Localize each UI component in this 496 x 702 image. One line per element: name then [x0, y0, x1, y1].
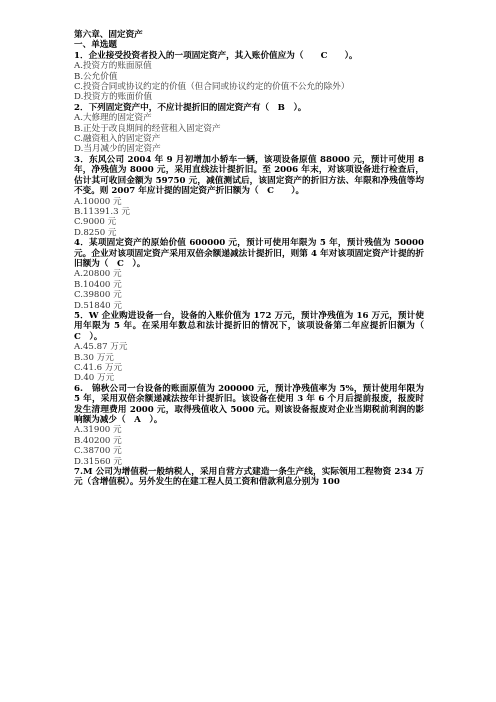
option: B.正处于改良期间的经营租入固定资产	[74, 123, 221, 134]
option: A.大修理的固定资产	[74, 113, 152, 124]
question-stem: 6. 锦秋公司一台设备的账面原值为 200000 元，预计净残值率为 5%，预计使用年限为 5 年，采用双倍余额递减法按年计提折旧。该设备在使用 3 年 6 个月后提前报废，报废时发生清理费用 2000 元，取得残值收入 5000 元。则该设备报废对企业当期税前利润的影响额为减少（ A ）。	[74, 383, 424, 426]
option: A.10000 元	[74, 196, 122, 207]
question-1	[74, 51, 424, 103]
option: C.投资合同或协议约定的价值（但合同或协议约定的价值不公允的除外）	[74, 82, 350, 93]
question-stem: 4．某项固定资产的原始价值 600000 元，预计可使用年限为 5 年，预计残值为 50000 元。企业对该项固定资产采用双倍余额递减法计提折旧，则第 4 年对该项固定资产计提的折旧额为（ C ）。	[74, 238, 424, 269]
option: C.39800 元	[74, 290, 122, 301]
option: B.30 万元	[74, 352, 114, 363]
option: A.投资方的账面原值	[74, 61, 152, 72]
question-stem: 5．W 企业购进设备一台，设备的入账价值为 172 万元，预计净残值为 16 万元，预计使用年限为 5 年。在采用年数总和法计提折旧的情况下，该项设备第二年应提折旧额为（ C ）。	[74, 310, 433, 342]
option: C.融资租入的固定资产	[74, 134, 161, 145]
option: A.45.87 万元	[74, 342, 128, 353]
document-page	[74, 30, 433, 488]
question-4	[74, 238, 424, 311]
option: D.当月减少的固定资产	[74, 144, 161, 155]
option: C.38700 元	[74, 446, 122, 457]
option: C.41.6 万元	[74, 363, 123, 373]
section-title: 一、单选题	[74, 40, 117, 51]
option: B.40200 元	[74, 435, 122, 446]
option: D.投资方的账面价值	[74, 92, 153, 103]
question-7	[74, 467, 424, 488]
question-stem: 7.M 公司为增值税一般纳税人，采用自营方式建造一条生产线，实际领用工程物资 234 万元（含增值税）。另外发生的在建工程人员工资和借款利息分别为 100	[74, 467, 424, 488]
chapter-title: 第六章、固定资产	[74, 30, 143, 40]
question-3	[74, 155, 424, 238]
option: C.9000 元	[74, 217, 117, 228]
option: A.20800 元	[74, 269, 122, 280]
question-stem: 3．东风公司 2004 年 9 月初增加小轿车一辆，该项设备原值 88000 元，预计可使用 8 年，净残值为 8000 元，采用直线法计提折旧。至 2006 年末，对该项设备进行检查后，估计其可收回金额为 59750 元，减值测试后，该固定资产的折旧方法、年限和净残值等均不变。则 2007 年应计提的固定资产折旧额为（ C ）。	[74, 154, 424, 197]
question-5	[74, 310, 433, 384]
question-stem: 2．下列固定资产中，不应计提折旧的固定资产有（ B ）。	[74, 102, 307, 113]
option: B.公允价值	[74, 71, 118, 82]
option: B.11391.3 元	[74, 206, 130, 217]
option: B.10400 元	[74, 279, 122, 290]
option: D.40 万元	[74, 373, 115, 384]
question-2	[74, 103, 424, 155]
question-6	[74, 384, 424, 467]
question-stem: 1．企业接受投资者投入的一项固定资产，其入账价值应为（ C ）。	[74, 50, 358, 61]
option: D.8250 元	[74, 227, 117, 238]
option: D.31560 元	[74, 456, 122, 467]
option: A.31900 元	[74, 425, 122, 436]
option: D.51840 元	[74, 300, 122, 311]
